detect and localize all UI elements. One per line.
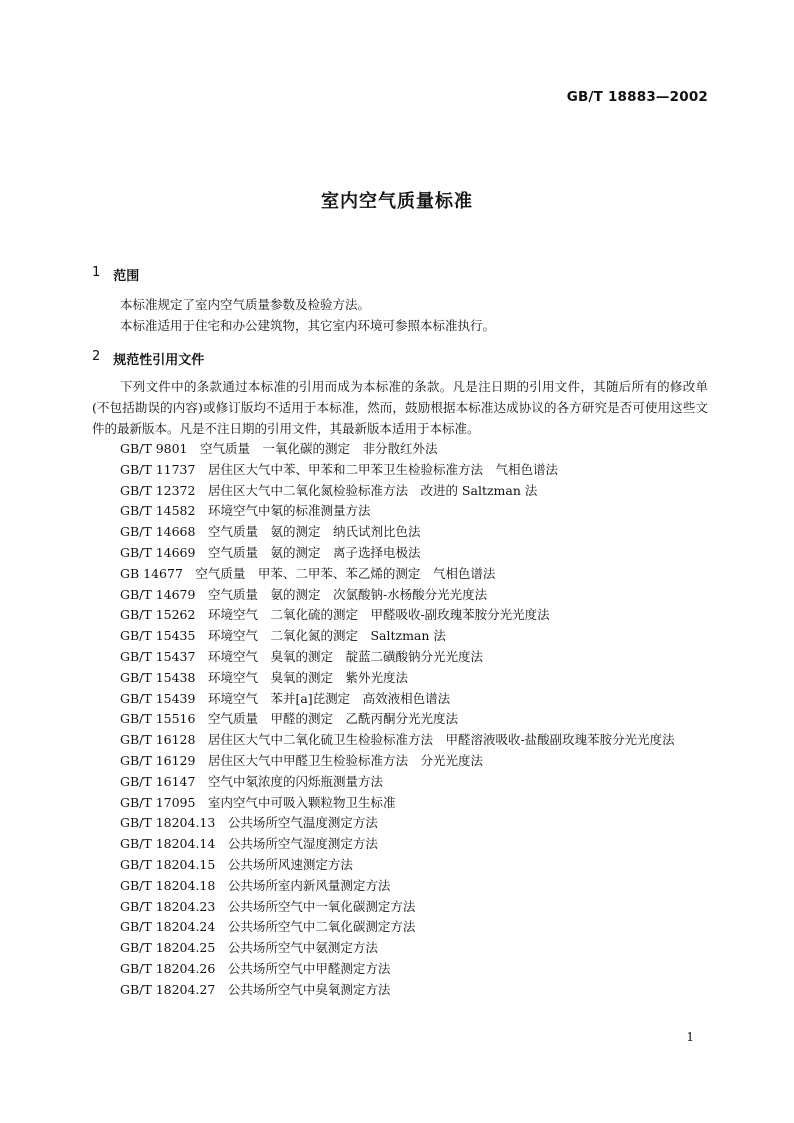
document-title: 室内空气质量标准 xyxy=(321,191,473,212)
reference-item: GB/T 16128 居住区大气中二氧化硫卫生检验标准方法 甲醛溶液吸收-盐酸副玫瑰苯胺分光光度法 xyxy=(120,732,675,748)
normative-references-list xyxy=(92,439,716,1001)
reference-item: GB 14677 空气质量 甲苯、二甲苯、苯乙烯的测定 气相色谱法 xyxy=(120,565,496,581)
section-2-heading xyxy=(92,349,204,368)
section-2-intro: 下列文件中的条款通过本标准的引用而成为本标准的条款。凡是注日期的引用文件，其随后所有的修改单(不包括勘误的内容)或修订版均不适用于本标准，然而，鼓励根据本标准达成协议的各方研究是否可使用这些文件的最新版本。凡是不注日期的引用文件，其最新版本适用于本标准。 xyxy=(92,379,708,436)
reference-item: GB/T 16129 居住区大气中甲醛卫生检验标准方法 分光光度法 xyxy=(120,752,483,768)
page-number: 1 xyxy=(686,1030,694,1044)
reference-item: GB/T 18204.27 公共场所空气中臭氧测定方法 xyxy=(120,981,391,997)
section-2-number: 2 xyxy=(92,349,101,364)
reference-item: GB/T 18204.26 公共场所空气中甲醛测定方法 xyxy=(120,960,391,976)
reference-item: GB/T 18204.13 公共场所空气温度测定方法 xyxy=(120,815,378,831)
reference-item: GB/T 18204.23 公共场所空气中一氧化碳测定方法 xyxy=(120,898,416,914)
standard-code: GB/T 18883—2002 xyxy=(566,89,708,105)
reference-item: GB/T 18204.24 公共场所空气中二氧化碳测定方法 xyxy=(120,919,416,935)
reference-item: GB/T 12372 居住区大气中二氧化氮检验标准方法 改进的 Saltzman 法 xyxy=(120,482,538,498)
section-1-paragraph-1: 本标准规定了室内空气质量参数及检验方法。 xyxy=(120,297,371,312)
reference-item: GB/T 18204.14 公共场所空气湿度测定方法 xyxy=(120,836,378,852)
reference-item: GB/T 15516 空气质量 甲醛的测定 乙酰丙酮分光光度法 xyxy=(120,711,458,727)
reference-item: GB/T 11737 居住区大气中苯、甲苯和二甲苯卫生检验标准方法 气相色谱法 xyxy=(120,461,558,477)
reference-item: GB/T 15438 环境空气 臭氧的测定 紫外光度法 xyxy=(120,669,408,685)
reference-item: GB/T 18204.25 公共场所空气中氨测定方法 xyxy=(120,940,378,956)
reference-item: GB/T 14582 环境空气中氡的标准测量方法 xyxy=(120,503,371,519)
reference-item: GB/T 14679 空气质量 氨的测定 次氯酸钠-水杨酸分光光度法 xyxy=(120,586,488,602)
reference-item: GB/T 16147 空气中氡浓度的闪烁瓶测量方法 xyxy=(120,773,383,789)
reference-item: GB/T 15439 环境空气 苯并[a]芘测定 高效液相色谱法 xyxy=(120,690,451,706)
reference-item: GB/T 15262 环境空气 二氧化硫的测定 甲醛吸收-副玫瑰苯胺分光光度法 xyxy=(120,607,550,623)
section-2-title: 规范性引用文件 xyxy=(113,353,205,368)
section-1-title: 范围 xyxy=(113,269,140,284)
reference-item: GB/T 18204.15 公共场所风速测定方法 xyxy=(120,856,353,872)
section-1-number: 1 xyxy=(92,265,101,280)
section-1-heading xyxy=(92,265,139,284)
reference-item: GB/T 15435 环境空气 二氧化氮的测定 Saltzman 法 xyxy=(120,628,446,644)
reference-item: GB/T 17095 室内空气中可吸入颗粒物卫生标准 xyxy=(120,794,396,810)
reference-item: GB/T 15437 环境空气 臭氧的测定 靛蓝二磺酸钠分光光度法 xyxy=(120,648,483,664)
reference-item: GB/T 14668 空气质量 氨的测定 纳氏试剂比色法 xyxy=(120,524,421,540)
reference-item: GB/T 18204.18 公共场所室内新风量测定方法 xyxy=(120,877,391,893)
reference-item: GB/T 9801 空气质量 一氧化碳的测定 非分散红外法 xyxy=(120,441,438,456)
section-1-paragraph-2: 本标准适用于住宅和办公建筑物，其它室内环境可参照本标准执行。 xyxy=(120,318,496,333)
reference-item: GB/T 14669 空气质量 氨的测定 离子选择电极法 xyxy=(120,544,421,560)
